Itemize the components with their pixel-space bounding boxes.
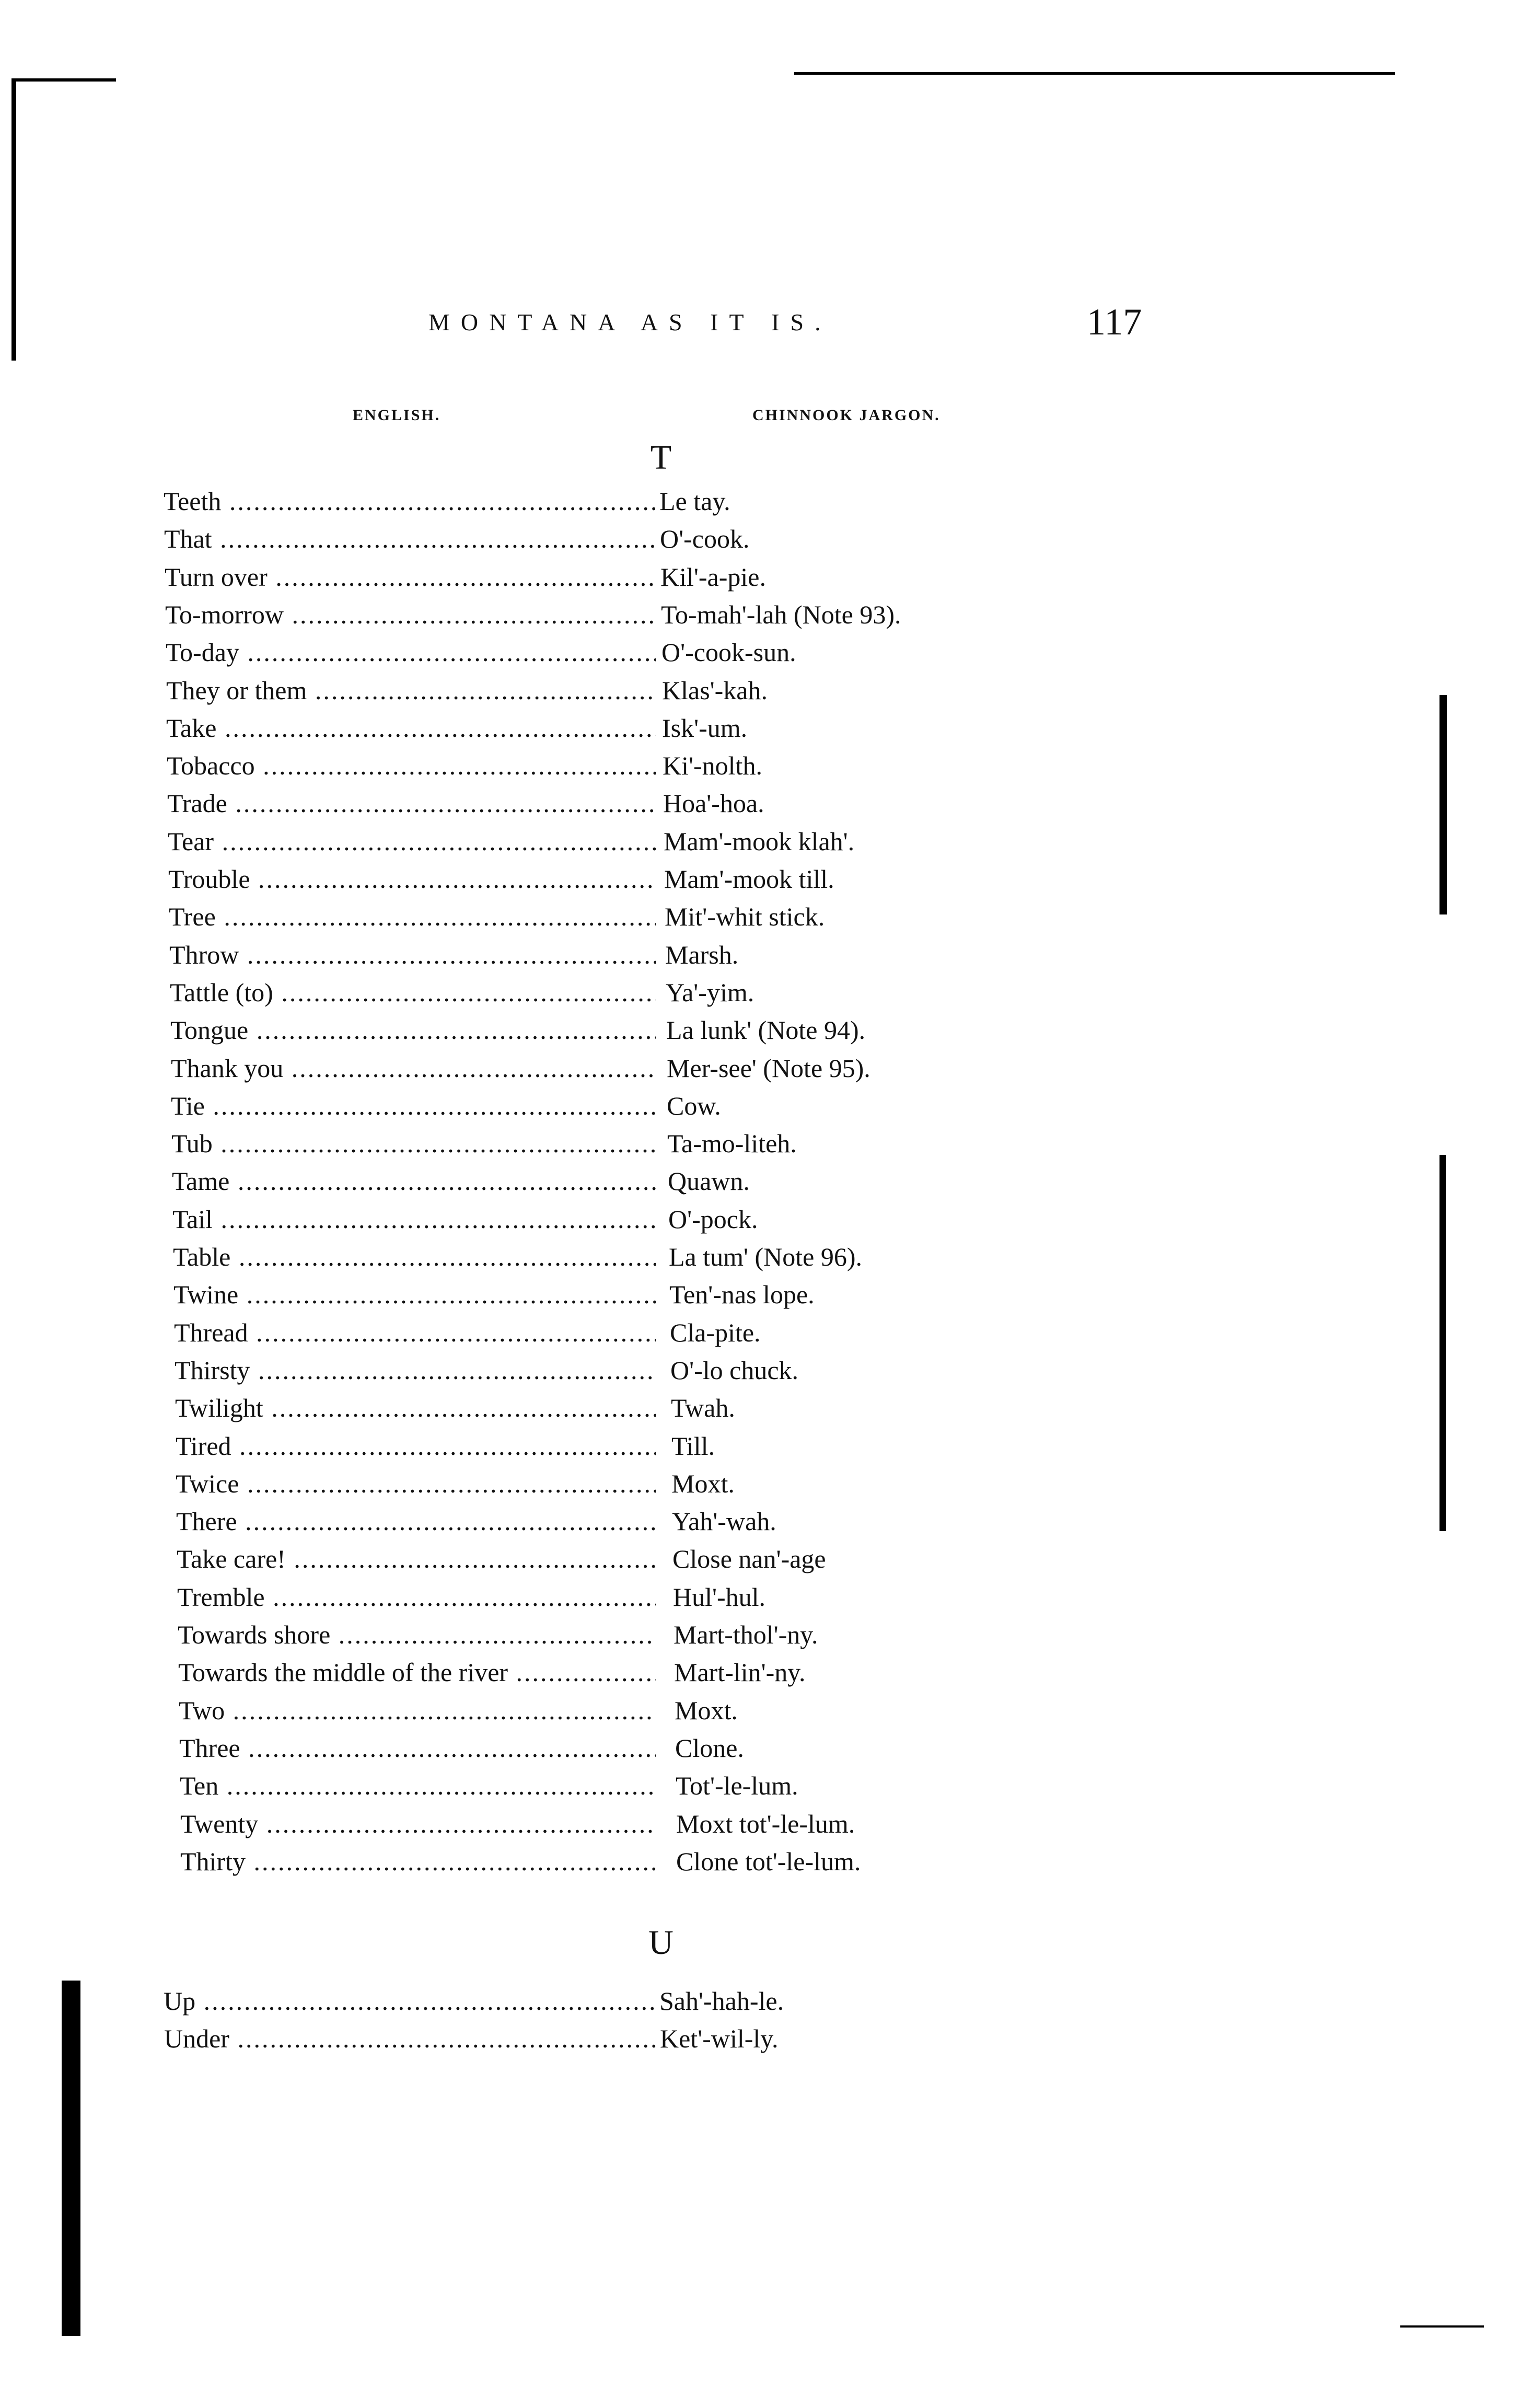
vocab-entry (0, 1657, 1521, 1695)
jargon-translation: Quawn. (668, 1166, 750, 1196)
jargon-translation: Hul'-hul. (673, 1582, 766, 1612)
vocab-entry (0, 1431, 1521, 1468)
english-word: Thank you ..... (171, 1053, 656, 1083)
vocab-entry (0, 1619, 1521, 1657)
vocab-entry (0, 1506, 1521, 1544)
english-word: Tear ..... (168, 826, 656, 856)
vocab-entry (0, 826, 1521, 864)
vocab-entry (0, 1582, 1521, 1619)
jargon-column-heading: CHINNOOK JARGON. (752, 407, 941, 424)
english-word: Tattle (to) ..... (170, 977, 656, 1008)
english-word: Table ..... (173, 1242, 656, 1272)
english-word: Tub ..... (171, 1128, 656, 1159)
jargon-translation: Clone. (675, 1733, 744, 1763)
english-word: Towards the middle of the river ..... (178, 1657, 656, 1687)
page-number: 117 (1087, 301, 1142, 343)
english-word: Tremble ..... (177, 1582, 656, 1612)
english-word: Throw ..... (169, 940, 656, 970)
english-word: There ..... (176, 1506, 656, 1536)
jargon-translation: Close nan'-age (672, 1544, 826, 1574)
english-word: To-day ..... (166, 637, 656, 667)
vocab-entry (0, 1204, 1521, 1242)
vocab-entry (0, 1355, 1521, 1393)
english-word: Twice ..... (176, 1468, 656, 1499)
jargon-translation: Tot'-le-lum. (676, 1771, 798, 1801)
vocab-entry (0, 637, 1521, 675)
english-word: Trouble ..... (168, 864, 656, 894)
vocab-entry (0, 562, 1521, 599)
vocab-entry (0, 1128, 1521, 1166)
vocab-entry (0, 675, 1521, 713)
jargon-translation: Klas'-kah. (662, 675, 768, 705)
jargon-translation: Clone tot'-le-lum. (676, 1846, 861, 1876)
scan-edge-mark (11, 78, 116, 82)
scan-edge-mark (1400, 2325, 1484, 2328)
vocab-entry (0, 1986, 1521, 2023)
jargon-translation: Sah'-hah-le. (659, 1986, 784, 2016)
english-word: Trade ..... (167, 788, 656, 818)
running-title: MONTANA AS IT IS. (428, 309, 832, 335)
jargon-translation: Hoa'-hoa. (663, 789, 764, 818)
english-word: Take ..... (166, 713, 656, 743)
vocab-entry (0, 864, 1521, 901)
english-column-heading: ENGLISH. (353, 407, 441, 424)
scan-edge-mark (794, 72, 1395, 75)
english-word: Tie ..... (171, 1091, 656, 1121)
vocab-entry (0, 750, 1521, 788)
vocab-entry (0, 940, 1521, 977)
jargon-translation: Marsh. (665, 940, 739, 969)
jargon-translation: Ta-mo-liteh. (667, 1129, 797, 1159)
jargon-translation: Moxt. (671, 1468, 735, 1498)
vocab-entry (0, 713, 1521, 750)
vocab-entry (0, 1015, 1521, 1052)
jargon-translation: Till. (671, 1431, 715, 1461)
jargon-translation: Ket'-wil-ly. (660, 2024, 779, 2054)
jargon-translation: Isk'-um. (662, 713, 748, 743)
vocab-entry (0, 901, 1521, 939)
section-letter: U (648, 1924, 674, 1962)
english-word: Tired ..... (176, 1431, 656, 1461)
english-word: Tame ..... (172, 1166, 656, 1196)
english-word: Tree ..... (169, 901, 656, 932)
vocab-entry (0, 1166, 1521, 1203)
english-word: Take care! ..... (177, 1544, 656, 1574)
vocab-entry (0, 1733, 1521, 1770)
jargon-translation: Mit'-whit stick. (665, 902, 825, 932)
vocab-entry (0, 2023, 1521, 2061)
vocab-entry (0, 788, 1521, 826)
vocab-entry (0, 486, 1521, 524)
jargon-translation: Moxt. (675, 1695, 738, 1725)
jargon-translation: Ki'-nolth. (663, 751, 762, 781)
jargon-translation: O'-lo chuck. (670, 1355, 799, 1385)
vocab-entry (0, 1468, 1521, 1506)
jargon-translation: To-mah'-lah (Note 93). (661, 599, 901, 629)
english-word: Three ..... (179, 1733, 656, 1763)
vocab-entry (0, 1770, 1521, 1808)
vocab-entry (0, 977, 1521, 1015)
english-word: Towards shore ..... (178, 1619, 656, 1650)
english-word: Turn over ..... (165, 562, 656, 592)
vocab-entry (0, 1091, 1521, 1128)
jargon-translation: La tum' (Note 96). (669, 1242, 863, 1271)
jargon-translation: Moxt tot'-le-lum. (676, 1809, 855, 1838)
english-word: Twilight ..... (175, 1393, 656, 1423)
vocab-entry (0, 1393, 1521, 1430)
jargon-translation: Twah. (671, 1393, 735, 1423)
vocab-entry (0, 1809, 1521, 1846)
jargon-translation: Mer-see' (Note 95). (667, 1053, 870, 1083)
jargon-translation: Cow. (667, 1091, 721, 1120)
jargon-translation: O'-cook-sun. (661, 638, 796, 667)
english-word: Tobacco ..... (167, 750, 656, 781)
english-word: To-morrow ..... (165, 599, 656, 630)
english-word: They or them ..... (166, 675, 656, 705)
jargon-translation: Mart-lin'-ny. (674, 1658, 806, 1687)
vocab-entry (0, 599, 1521, 637)
jargon-translation: O'-pock. (668, 1204, 758, 1234)
vocab-entry (0, 1846, 1521, 1884)
english-word: Under ..... (164, 2023, 656, 2054)
english-word: Two ..... (179, 1695, 656, 1726)
english-word: Tail ..... (172, 1204, 656, 1234)
vocab-entry (0, 1279, 1521, 1317)
jargon-translation: Cla-pite. (670, 1317, 761, 1347)
english-word: Ten ..... (180, 1770, 656, 1801)
jargon-translation: La lunk' (Note 94). (666, 1015, 866, 1045)
vocab-entry (0, 1317, 1521, 1355)
vocab-entry (0, 1053, 1521, 1091)
jargon-translation: Yah'-wah. (672, 1507, 776, 1536)
jargon-translation: Mart-thol'-ny. (674, 1620, 818, 1649)
english-word: Thirty ..... (180, 1846, 656, 1877)
vocab-entry (0, 1242, 1521, 1279)
english-word: Twenty ..... (180, 1809, 656, 1839)
jargon-translation: Mam'-mook klah'. (664, 826, 855, 856)
jargon-translation: Mam'-mook till. (664, 864, 834, 894)
scan-edge-mark (11, 78, 16, 361)
section-letter: T (650, 438, 672, 477)
jargon-translation: Kil'-a-pie. (660, 562, 766, 592)
vocab-entry (0, 524, 1521, 561)
english-word: Twine ..... (173, 1279, 656, 1310)
english-word: Teeth ..... (164, 486, 656, 516)
english-word: Thirsty ..... (175, 1355, 656, 1385)
jargon-translation: Ya'-yim. (666, 977, 754, 1007)
jargon-translation: O'-cook. (660, 524, 750, 554)
vocab-entry (0, 1544, 1521, 1581)
jargon-translation: Ten'-nas lope. (669, 1280, 815, 1310)
english-word: Tongue ..... (170, 1015, 656, 1045)
jargon-translation: Le tay. (659, 487, 730, 516)
vocab-entry (0, 1695, 1521, 1733)
english-word: Up ..... (164, 1986, 656, 2016)
english-word: Thread ..... (174, 1317, 656, 1348)
english-word: That ..... (164, 524, 656, 554)
